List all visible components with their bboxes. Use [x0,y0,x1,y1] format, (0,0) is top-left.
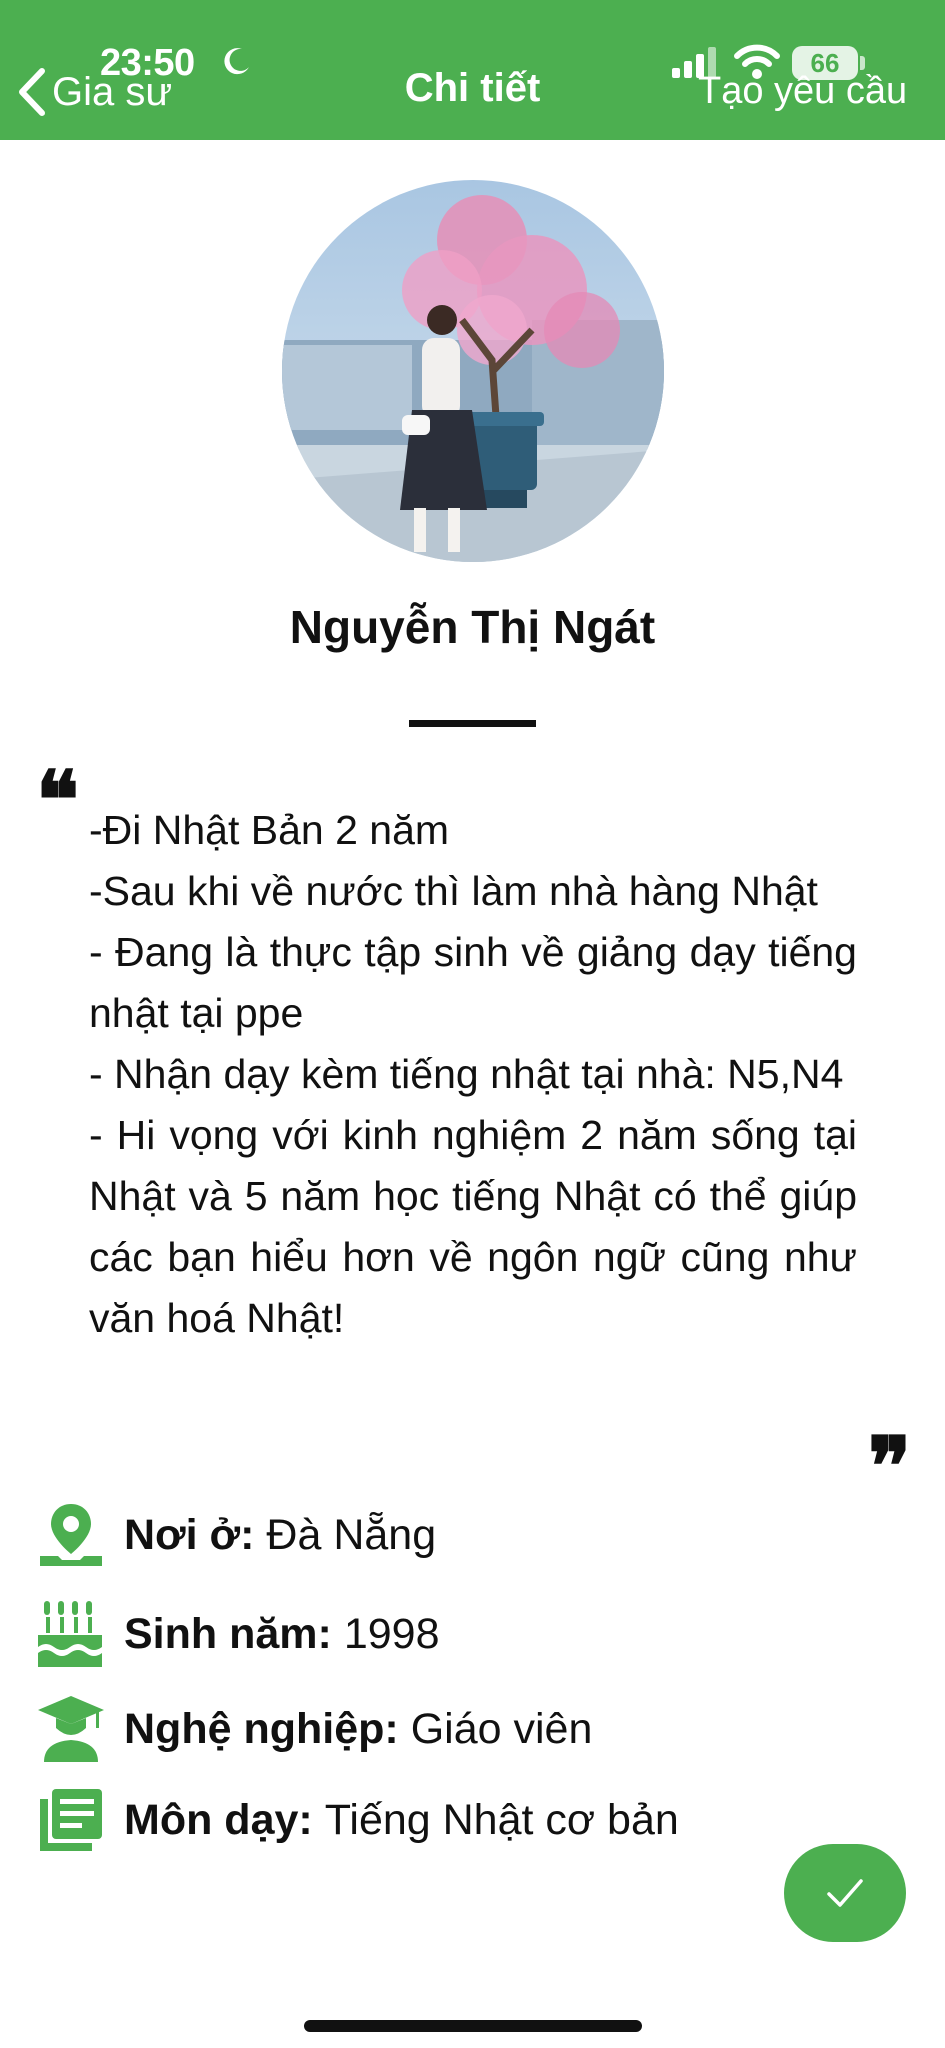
detail-label: Nơi ở: [124,1510,255,1559]
checkmark-icon [825,1873,865,1913]
confirm-fab-button[interactable] [784,1844,906,1942]
bio-text: -Đi Nhật Bản 2 năm -Sau khi về nước thì làm nhà hàng Nhật - Đang là thực tập sinh về giảng dạy tiếng nhật tại ppe - Nhận dạy kèm tiếng nhật tại nhà: N5,N4 - Hi vọng với kinh nghiệm 2 năm sống tại Nhật và 5 năm học tiếng Nhật có thể giúp các bạn hiểu hơn về ngôn ngữ cũng như văn hoá Nhật! [89,807,857,1341]
birthday-cake-icon [36,1599,106,1669]
close-quote-icon: ❞ [868,1419,912,1513]
detail-location [36,1500,436,1570]
open-quote-icon: ❝ [36,753,80,847]
detail-value: Giáo viên [410,1704,593,1753]
detail-label: Môn dạy: [124,1795,313,1844]
detail-subject [36,1785,679,1855]
detail-label: Nghệ nghiệp: [124,1704,399,1753]
header-bar [0,0,945,140]
detail-value: Tiếng Nhật cơ bản [324,1795,679,1844]
back-label: Gia sư [52,69,173,114]
avatar-photo [282,180,664,562]
location-icon [36,1500,106,1570]
detail-birth-year [36,1599,440,1669]
battery-nub [860,56,865,70]
subject-list-icon [36,1785,106,1855]
battery-icon: 66 [792,46,858,80]
status-time: 23:50 [100,42,195,84]
detail-value: 1998 [343,1609,440,1658]
tutor-name: Nguyễn Thị Ngát [289,601,656,653]
detail-occupation [36,1694,592,1764]
create-request-button[interactable]: Tạo yêu cầu [698,70,908,112]
avatar[interactable] [282,180,664,562]
detail-value: Đà Nẵng [266,1510,437,1559]
graduate-icon [36,1694,106,1764]
page-title: Chi tiết [404,66,541,110]
detail-label: Sinh năm: [124,1609,332,1658]
home-indicator[interactable] [304,2020,642,2032]
name-divider [409,720,536,727]
